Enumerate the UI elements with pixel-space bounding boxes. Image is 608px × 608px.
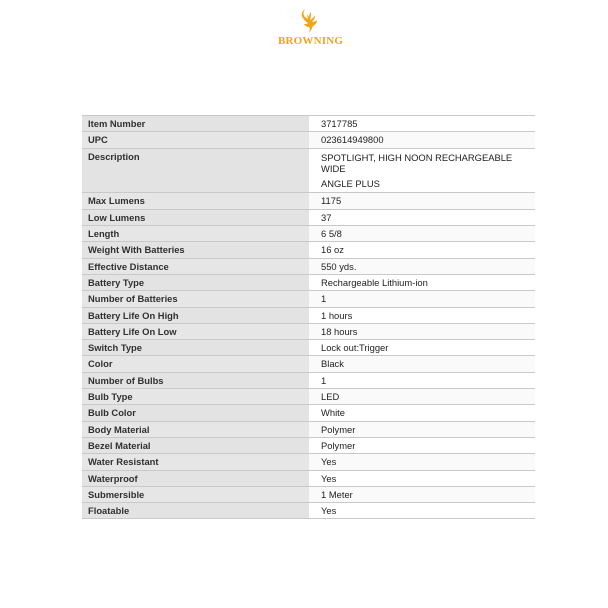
spec-label: Bulb Color [82,405,309,421]
buckmark-icon [299,8,321,34]
table-row [82,307,535,323]
table-row [82,242,535,258]
table-row [82,340,535,356]
spec-label: Length [82,226,309,242]
table-row [82,405,535,421]
spec-value: 550 yds. [309,258,535,274]
spec-label: Description [82,148,309,193]
spec-value: Yes [309,454,535,470]
table-row [82,226,535,242]
spec-value: Yes [309,470,535,486]
spec-value: 6 5/8 [309,226,535,242]
table-row [82,486,535,502]
spec-label: Body Material [82,421,309,437]
table-row [82,437,535,453]
spec-value: White [309,405,535,421]
spec-value: Lock out:Trigger [309,340,535,356]
table-row [82,291,535,307]
spec-value: 37 [309,209,535,225]
table-row [82,421,535,437]
spec-value: Yes [309,503,535,519]
spec-label: Bulb Type [82,389,309,405]
table-row [82,356,535,372]
spec-value: Polymer [309,437,535,453]
spec-value: 3717785 [309,116,535,132]
table-row [82,454,535,470]
spec-label: Switch Type [82,340,309,356]
spec-label: Water Resistant [82,454,309,470]
table-row [82,148,535,193]
spec-value: 16 oz [309,242,535,258]
specifications-table [82,115,535,519]
table-row [82,372,535,388]
table-row [82,258,535,274]
spec-value: 1 hours [309,307,535,323]
spec-label: Floatable [82,503,309,519]
brand-logo [278,8,342,56]
spec-value: 1 Meter [309,486,535,502]
table-row [82,503,535,519]
spec-label: Submersible [82,486,309,502]
spec-value: 023614949800 [309,132,535,148]
spec-label: Battery Life On High [82,307,309,323]
spec-value: 1 [309,291,535,307]
spec-value: 18 hours [309,323,535,339]
spec-label: Battery Type [82,274,309,290]
spec-value-line: ANGLE PLUS [321,178,380,190]
spec-value: Black [309,356,535,372]
spec-value: LED [309,389,535,405]
spec-value: Polymer [309,421,535,437]
spec-label: Max Lumens [82,193,309,209]
spec-label: Number of Batteries [82,291,309,307]
table-row [82,193,535,209]
table-row [82,389,535,405]
table-row [82,209,535,225]
spec-value-line: SPOTLIGHT, HIGH NOON RECHARGEABLE WIDE [321,151,513,174]
brand-name: BROWNING [278,35,344,47]
table-row [82,132,535,148]
spec-value: Rechargeable Lithium-ion [309,274,535,290]
table-row [82,470,535,486]
spec-label: Effective Distance [82,258,309,274]
table-row [82,116,535,132]
table-row [82,323,535,339]
spec-label: Number of Bulbs [82,372,309,388]
spec-label: Waterproof [82,470,309,486]
spec-label: Battery Life On Low [82,323,309,339]
spec-value [309,148,535,193]
spec-value: 1175 [309,193,535,209]
spec-label: Color [82,356,309,372]
spec-label: Bezel Material [82,437,309,453]
table-row [82,274,535,290]
spec-label: UPC [82,132,309,148]
spec-value: 1 [309,372,535,388]
spec-label: Item Number [82,116,309,132]
spec-label: Weight With Batteries [82,242,309,258]
spec-label: Low Lumens [82,209,309,225]
